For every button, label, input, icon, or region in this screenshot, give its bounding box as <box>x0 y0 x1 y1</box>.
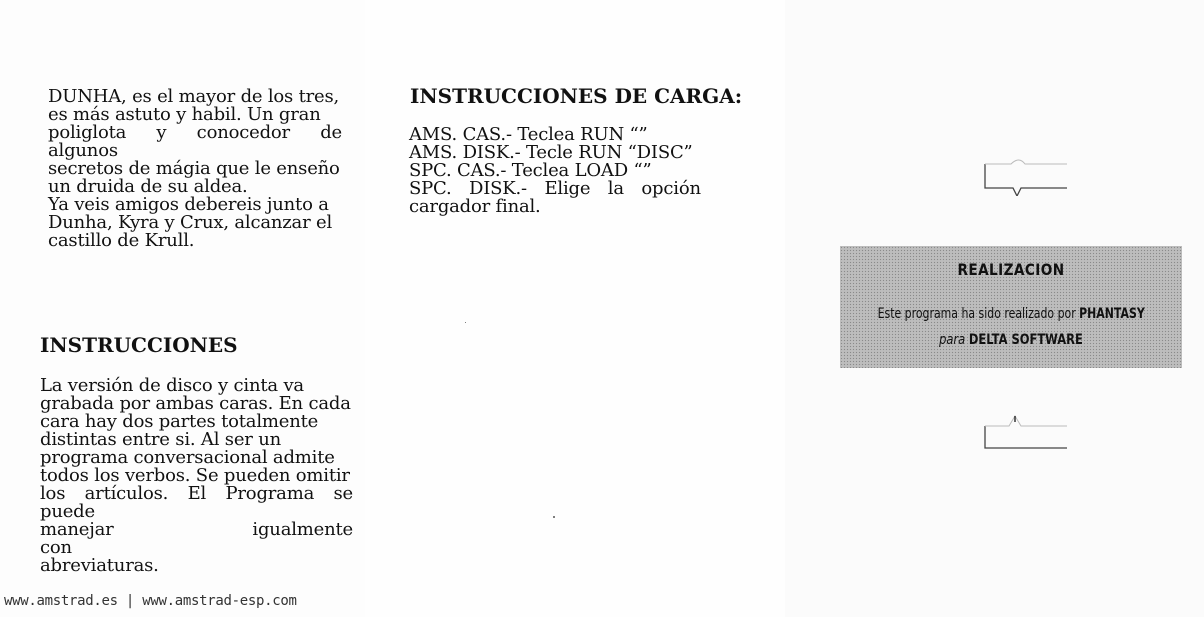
credits-title: REALIZACION <box>957 260 1065 279</box>
instructions-paragraph <box>40 377 353 575</box>
middle-panel <box>365 0 785 617</box>
instructions-line: todos los verbos. Se pueden omitir <box>40 465 350 486</box>
instructions-line: abreviaturas. <box>40 555 159 576</box>
instructions-line: grabada por ambas caras. En cada <box>40 393 351 414</box>
instructions-line: programa conversacional admite <box>40 447 335 468</box>
intro-line: es más astuto y habil. Un gran <box>48 104 321 125</box>
instructions-line: manejar igualmente con <box>40 519 353 558</box>
loading-line: cargador final. <box>409 196 541 217</box>
intro-line: un druida de su aldea. <box>48 176 248 197</box>
credits-text: Este programa ha sido realizado por <box>877 306 1076 322</box>
intro-line: castillo de Krull. <box>48 230 195 251</box>
intro-line: secretos de mágia que le enseño <box>48 158 340 179</box>
credits-line <box>871 332 1151 348</box>
intro-line: poliglota y conocedor de algunos <box>48 122 342 161</box>
instructions-line: La versión de disco y cinta va <box>40 375 304 396</box>
instructions-line: los artículos. El Programa se puede <box>40 483 353 522</box>
loading-line: SPC. CAS.- Teclea LOAD “” <box>409 160 652 181</box>
left-panel <box>0 0 365 617</box>
developer-name: PHANTASY <box>1079 306 1145 322</box>
intro-line: DUNHA, es el mayor de los tres, <box>48 86 340 107</box>
paper-speck <box>553 516 555 518</box>
credits-box <box>840 246 1182 368</box>
loading-line: AMS. DISK.- Tecle RUN “DISC” <box>409 142 693 163</box>
intro-line: Dunha, Kyra y Crux, alcanzar el <box>48 212 333 233</box>
credits-text: para <box>939 332 966 348</box>
instructions-line: distintas entre si. Al ser un <box>40 429 281 450</box>
credits-line <box>878 306 1145 322</box>
intro-line: Ya veis amigos debereis junto a <box>48 194 329 215</box>
website-watermark: www.amstrad.es | www.amstrad-esp.com <box>4 593 297 609</box>
card-slot-bottom-icon <box>981 414 1071 448</box>
loading-line: AMS. CAS.- Teclea RUN “” <box>409 124 648 145</box>
loading-line: SPC. DISK.- Elige la opción <box>409 178 701 199</box>
instructions-heading: INSTRUCCIONES <box>40 333 238 357</box>
publisher-name: DELTA SOFTWARE <box>968 332 1083 348</box>
paper-speck <box>465 322 466 323</box>
instructions-line: cara hay dos partes totalmente <box>40 411 319 432</box>
card-slot-top-icon <box>981 156 1071 190</box>
intro-paragraph <box>48 88 342 250</box>
loading-instructions-list <box>409 126 719 216</box>
loading-instructions-heading: INSTRUCCIONES DE CARGA: <box>410 84 743 108</box>
